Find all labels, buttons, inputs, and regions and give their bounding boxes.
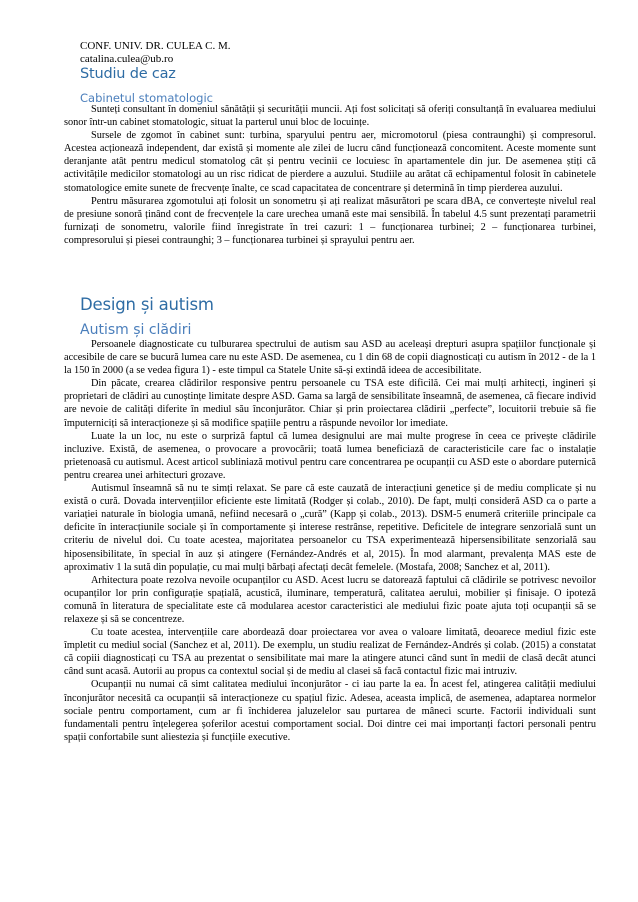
case-study-paragraph: Sunteți consultant în domeniul sănătății și securității muncii. Ați fost solicitați să oferiți consultanță în evaluarea mediului sonor într-un cabinet stomatologic, situat la parterul unui bloc de locuințe. — [64, 104, 596, 129]
design-paragraph: Autismul înseamnă să nu te simți relaxat. Se pare că este cauzată de interacțiuni genetice și de mediu complicate și nu există o cură. Dovada intervențiilor eficiente este limitată (Rodger și colab., 2010). De fapt, mulți consideră ASD ca o parte a variației naturale în biologia umană, nefiind necesară o „cură” (Kapp și colab., 2013). DSM-5 enumeră criteriile principale ca deficite în interacțiunile sociale și în comportamente și interese restrânse, repetitive. Deficitele de integrare senzorială sunt un criteriu de nivelul doi. Cu toate acestea, majoritatea persoanelor cu TSA experimentează hipersensibilitate senzorială sau hiposensibilitate, în special în auz și atingere (Fernández-Andrés et al, 2015). În mod alarmant, prevalența MAS este de aproximativ 1 la sută din populație, cu mai mulți bărbați afectați decât femelele. (Mostafa, 2008; Sanchez et al, 2011). — [64, 483, 596, 573]
case-study-paragraph: Pentru măsurarea zgomotului ați folosit un sonometru și ați realizat măsurători pe scara dBA, ce convertește nivelul real de presiune sonoră ținând cont de frecvențele la care urechea umană este mai sensibilă. În tabelul 4.5 sunt prezentați parametrii furnizați de sonometru, valorile fiind înregistrate în trei cazuri: 1 – funcționarea turbinei; 2 – funcționarea turbinei, compresorului și piesei contraunghi; 3 – funcționarea turbinei și sprayului pentru aer. — [64, 195, 596, 246]
design-paragraph: Cu toate acestea, intervențiile care abordează doar proiectarea vor avea o valoare limitată, deoarece mediul fizic este împletit cu mediul social (Sanchez et al, 2011). De exemplu, un studiu realizat de Fernández-Andrés și colab. (2015) a constatat că copiii diagnosticați cu TSA au prezentat o sensibilitate mai mare la atingere atunci când sunt în medii de clasă decât atunci când sunt acasă. Autorii au propus ca contextul social și de mediu al clasei să facă contactul fizic mai intruziv. — [64, 627, 596, 678]
case-study-body — [64, 103, 596, 247]
design-paragraph: Arhitectura poate rezolva nevoile ocupanților cu ASD. Acest lucru se datorează faptului că clădirile se potrivesc nevoilor ocupanților lor prin configurație spațială, acustică, iluminare, temperatură, calitatea aerului, mobilier și finisaje. O ipoteză comună în literatura de specialitate este că modularea acestor caracteristici ale mediului fizic poate ajuta toți ocupanții să se relaxeze și să se concentreze. — [64, 574, 596, 625]
case-study-heading: Studiu de caz — [80, 66, 176, 82]
author-email: catalina.culea@ub.ro — [80, 53, 174, 65]
design-paragraph: Persoanele diagnosticate cu tulburarea spectrului de autism sau ASD au aceleași drepturi asupra spațiilor funcționale și accesibile de care se bucură lumea care nu este ASD. De asemenea, cu 1 din 68 de copii diagnosticați cu autism în 2012 - de la 1 la 150 în 2000 (a se vedea figura 1) - este timpul ca Statele Unite să-și extindă ideea de accesibilitate. — [64, 339, 596, 377]
design-autism-body — [64, 338, 596, 744]
design-paragraph: Din păcate, crearea clădirilor responsive pentru persoanele cu TSA este dificilă. Cei mai mulți arhitecți, ingineri și proprietari de clădiri au cunoștințe limitate despre ASD. Gama sa largă de sensibilitate înseamnă, de asemenea, că fiecare individ are nevoie de calități diferite în mediul său înconjurător. Chiar și prin proiectarea clădirii „perfecte”, locuitorii trebuie să fie împuterniciți să interacționeze și să modifice spațiile pentru a răspunde nevoilor lor imediate. — [64, 378, 596, 429]
design-paragraph: Luate la un loc, nu este o surpriză faptul că lumea designului are mai multe progrese în ceea ce privește clădirile incluzive. Există, de asemenea, o provocare a provocării; toată lumea beneficiază de caracteristicile care fac o instalație prietenoasă cu autismul. Acest articol subliniază motivul pentru care concentrarea pe ocupanții cu ASD este o abordare puternică pentru crearea unei arhitecturi grozave. — [64, 430, 596, 481]
design-autism-heading: Design și autism — [80, 295, 214, 314]
autism-buildings-subheading: Autism și clădiri — [80, 322, 192, 338]
author-name: CONF. UNIV. DR. CULEA C. M. — [80, 40, 231, 52]
case-study-subheading: Cabinetul stomatologic — [80, 91, 213, 105]
case-study-paragraph: Sursele de zgomot în cabinet sunt: turbina, sparyului pentru aer, micromotorul (piesa contraunghi) și compresorul. Acestea acționează independent, dar există și momente ale zilei de lucru când funcționează concomitent. Aceste momente sunt deranjante atât pentru medicul stomatolog cât și pentru vecinii ce locuiesc în apartamentele din jur. De asemenea știți că activitățile medicilor stomatologi au un risc ridicat de pierdere a auzului. Studiile au arătat că echipamentul folosit în cabinetele stomatologice emite sunete de frecvențe înalte, ce scad capacitatea de concentrare și determină în timp pierderea auzului. — [64, 130, 596, 194]
design-paragraph: Ocupanții nu numai că simt calitatea mediului înconjurător - ci iau parte la ea. În acest fel, atingerea calității mediului înconjurător necesită ca ocupanții să interacționeze cu spațiul fizic. Adesea, aceasta implică, de asemenea, adaptarea normelor sociale pentru comportament, cum ar fi închiderea jaluzelelor sau purtarea de mâneci scurte. Factorii individuali sunt fundamentali pentru înțelegerea șoferilor acestui comportament social. Doi dintre cei mai importanți factori personali pentru spații confortabile sunt aliestezia și funcțiile executive. — [64, 679, 596, 743]
